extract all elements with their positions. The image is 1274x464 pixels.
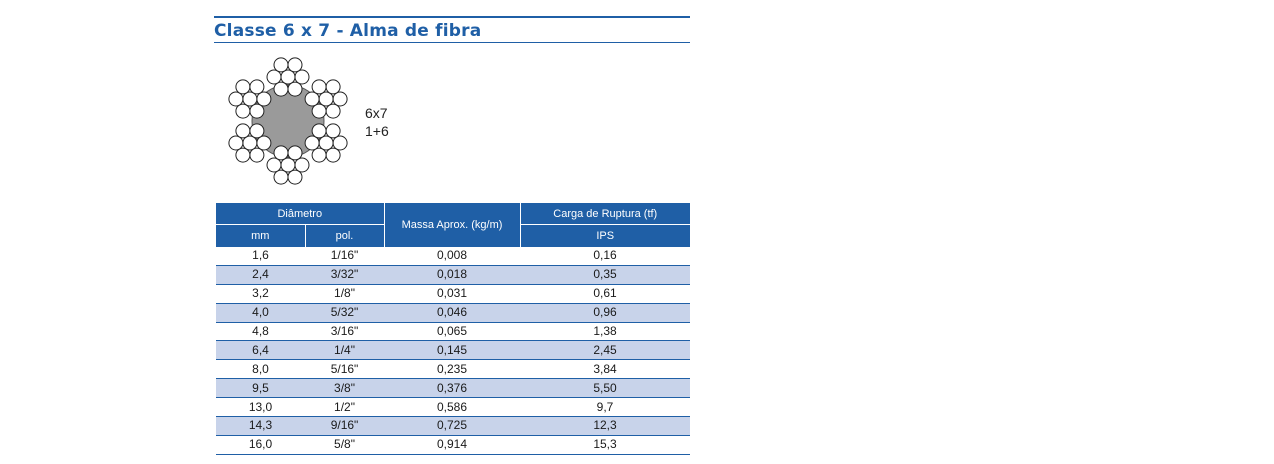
cell-mm: 4,8 <box>216 322 305 341</box>
table-row <box>216 322 690 341</box>
header-pol: pol. <box>305 225 384 247</box>
title-bar <box>214 16 690 43</box>
cell-massa: 0,031 <box>384 284 520 303</box>
cell-carga: 12,3 <box>520 417 690 436</box>
wire <box>274 170 288 184</box>
cell-carga: 15,3 <box>520 435 690 454</box>
cell-massa: 0,008 <box>384 247 520 266</box>
cell-pol: 5/32" <box>305 303 384 322</box>
wire <box>312 80 326 94</box>
table-row <box>216 341 690 360</box>
wire <box>250 80 264 94</box>
wire <box>243 136 257 150</box>
cell-mm: 9,5 <box>216 379 305 398</box>
header-carga: Carga de Ruptura (tf) <box>520 203 690 225</box>
wire <box>326 124 340 138</box>
table-row <box>216 417 690 436</box>
wire <box>257 136 271 150</box>
wire <box>274 146 288 160</box>
cell-mm: 8,0 <box>216 360 305 379</box>
wire <box>305 136 319 150</box>
wire <box>326 80 340 94</box>
cell-pol: 9/16" <box>305 417 384 436</box>
wire <box>281 158 295 172</box>
wire <box>319 136 333 150</box>
cell-pol: 3/8" <box>305 379 384 398</box>
cell-massa: 0,046 <box>384 303 520 322</box>
header-massa: Massa Aprox. (kg/m) <box>384 203 520 247</box>
wire-rope-cross-section-diagram <box>222 54 354 188</box>
page-title: Classe 6 x 7 - Alma de fibra <box>214 21 482 41</box>
wire <box>333 92 347 106</box>
cell-mm: 2,4 <box>216 265 305 284</box>
cell-carga: 0,35 <box>520 265 690 284</box>
cell-pol: 1/8" <box>305 284 384 303</box>
construction-strand: 1+6 <box>365 123 389 139</box>
wire <box>288 58 302 72</box>
header-ips: IPS <box>520 225 690 247</box>
wire <box>267 158 281 172</box>
cell-massa: 0,065 <box>384 322 520 341</box>
table-row <box>216 379 690 398</box>
cell-carga: 2,45 <box>520 341 690 360</box>
cell-mm: 14,3 <box>216 417 305 436</box>
table-row <box>216 435 690 454</box>
table-row <box>216 398 690 417</box>
table-row <box>216 284 690 303</box>
wire <box>236 148 250 162</box>
wire <box>267 70 281 84</box>
cell-massa: 0,725 <box>384 417 520 436</box>
cell-pol: 5/16" <box>305 360 384 379</box>
cell-carga: 5,50 <box>520 379 690 398</box>
table-row <box>216 247 690 266</box>
table-row <box>216 265 690 284</box>
wire <box>326 104 340 118</box>
cell-carga: 0,16 <box>520 247 690 266</box>
cell-mm: 4,0 <box>216 303 305 322</box>
wire <box>236 124 250 138</box>
wire <box>250 124 264 138</box>
cell-mm: 3,2 <box>216 284 305 303</box>
wire <box>274 58 288 72</box>
cell-massa: 0,145 <box>384 341 520 360</box>
cell-pol: 1/4" <box>305 341 384 360</box>
wire <box>250 104 264 118</box>
cell-pol: 3/32" <box>305 265 384 284</box>
cell-mm: 13,0 <box>216 398 305 417</box>
wire <box>295 158 309 172</box>
cell-massa: 0,586 <box>384 398 520 417</box>
wire <box>229 136 243 150</box>
table-row <box>216 360 690 379</box>
header-diametro: Diâmetro <box>216 203 384 225</box>
cell-massa: 0,018 <box>384 265 520 284</box>
cell-massa: 0,235 <box>384 360 520 379</box>
cell-pol: 1/16" <box>305 247 384 266</box>
wire <box>326 148 340 162</box>
header-mm: mm <box>216 225 305 247</box>
cell-pol: 5/8" <box>305 435 384 454</box>
wire <box>236 80 250 94</box>
cell-pol: 1/2" <box>305 398 384 417</box>
wire <box>288 170 302 184</box>
cell-mm: 6,4 <box>216 341 305 360</box>
cell-pol: 3/16" <box>305 322 384 341</box>
wire <box>312 104 326 118</box>
cell-carga: 0,61 <box>520 284 690 303</box>
wire <box>250 148 264 162</box>
specification-table <box>216 203 690 455</box>
cell-mm: 16,0 <box>216 435 305 454</box>
wire <box>312 124 326 138</box>
wire <box>312 148 326 162</box>
construction-class: 6x7 <box>365 105 388 121</box>
wire <box>288 146 302 160</box>
cell-carga: 1,38 <box>520 322 690 341</box>
cell-carga: 3,84 <box>520 360 690 379</box>
cell-carga: 9,7 <box>520 398 690 417</box>
wire <box>288 82 302 96</box>
cell-mm: 1,6 <box>216 247 305 266</box>
cell-massa: 0,376 <box>384 379 520 398</box>
construction-label <box>365 104 389 140</box>
table-row <box>216 303 690 322</box>
cell-carga: 0,96 <box>520 303 690 322</box>
wire <box>229 92 243 106</box>
wire <box>333 136 347 150</box>
cell-massa: 0,914 <box>384 435 520 454</box>
